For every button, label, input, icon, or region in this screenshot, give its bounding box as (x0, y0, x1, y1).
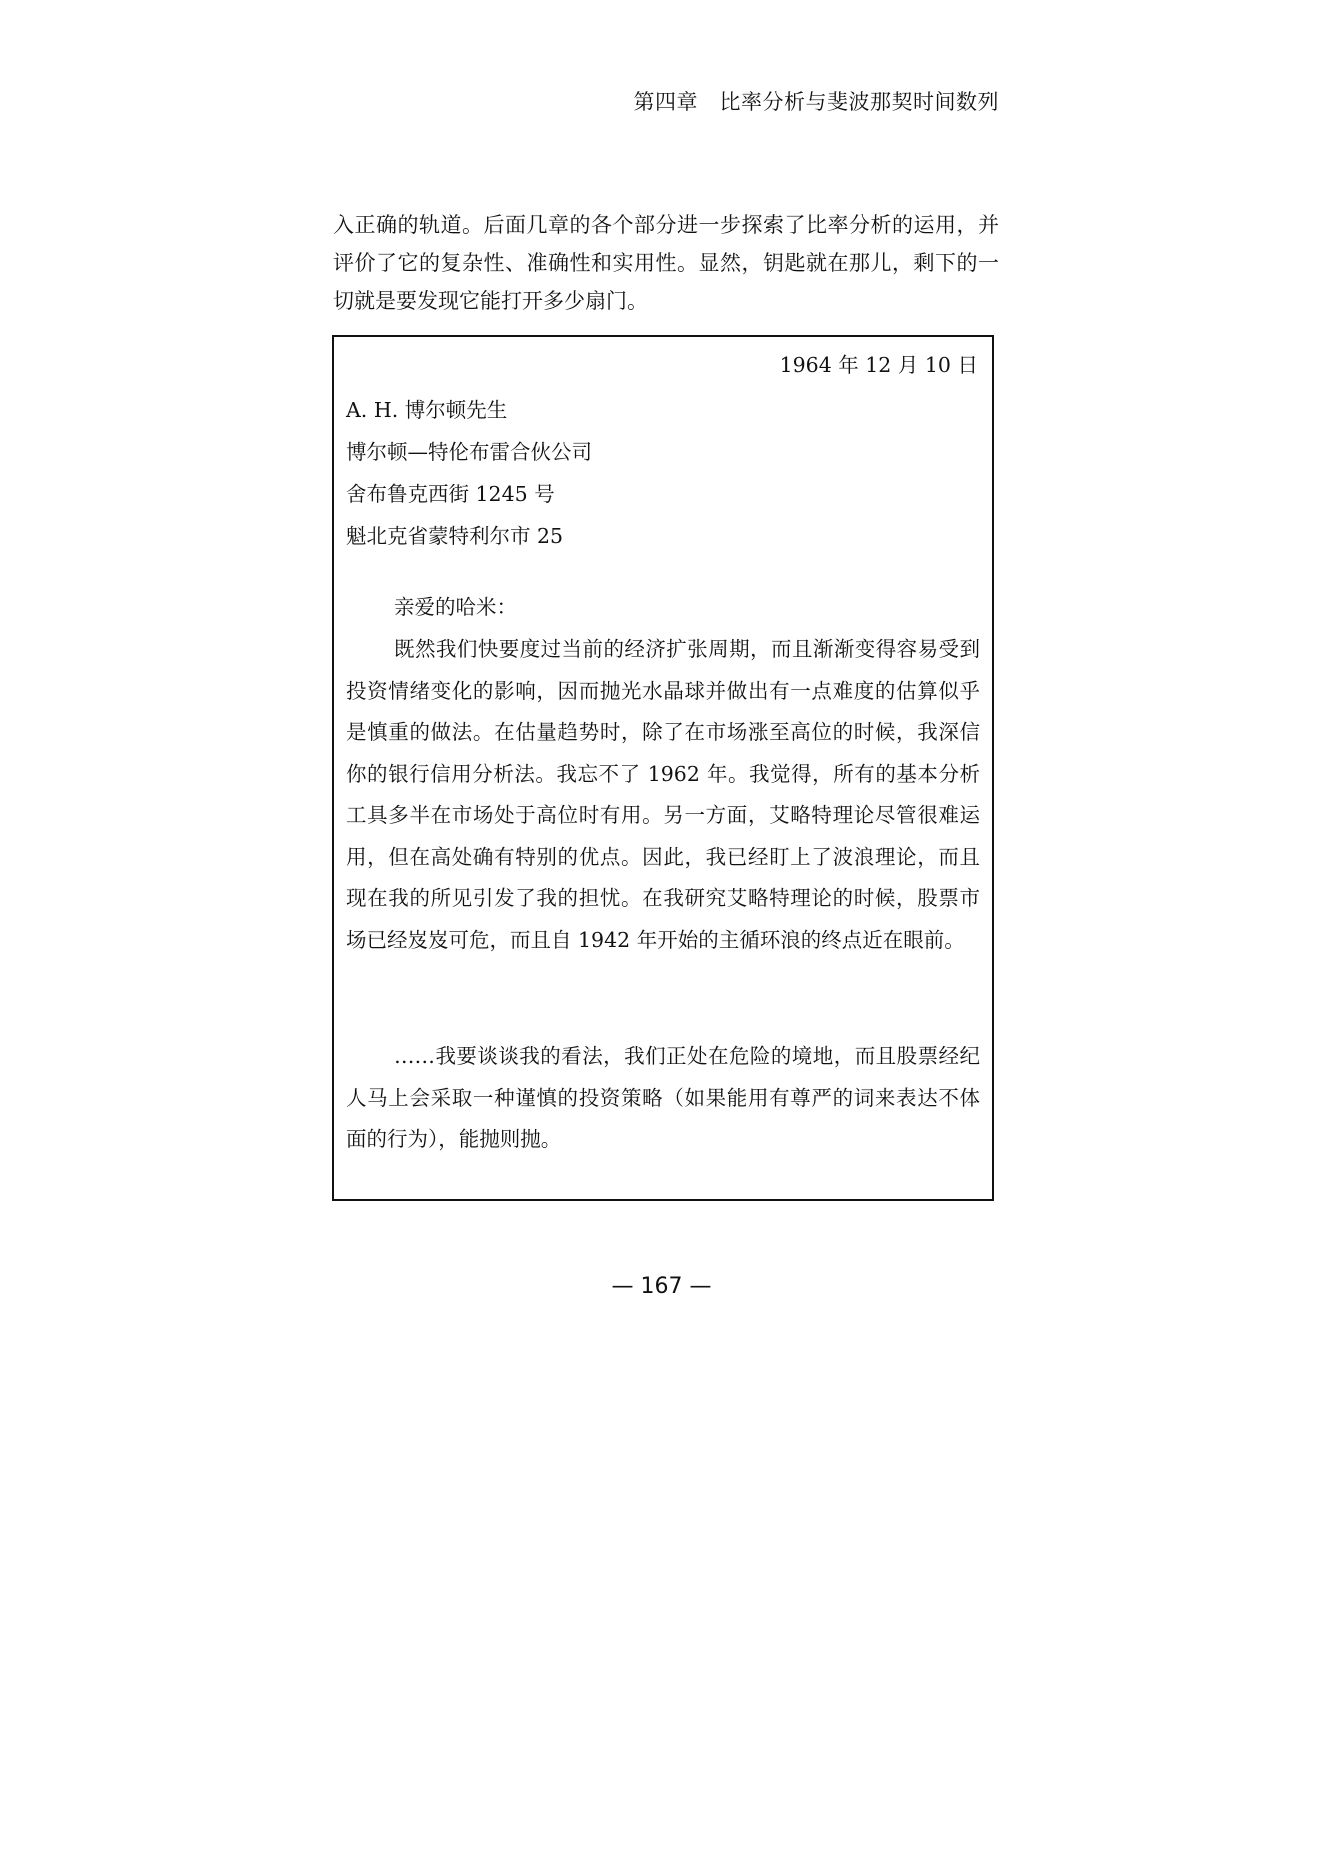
letter-paragraph: 既然我们快要度过当前的经济扩张周期，而且渐渐变得容易受到投资情绪变化的影响，因而抛光水晶球并做出有一点难度的估算似乎是慎重的做法。在估量趋势时，除了在市场涨至高位的时候，我深信你的银行信用分析法。我忘不了 1962 年。我觉得，所有的基本分析工具多半在市场处于高位时有用。另一方面，艾略特理论尽管很难运用，但在高处确有特别的优点。因此，我已经盯上了波浪理论，而且现在我的所见引发了我的担忧。在我研究艾略特理论的时候，股票市场已经岌岌可危，而且自 1942 年开始的主循环浪的终点近在眼前。 (346, 637, 980, 952)
letter-date: 1964 年 12 月 10 日 (779, 353, 978, 377)
address-line-street: 舍布鲁克西街 1245 号 (346, 482, 555, 506)
intro-paragraph-block (333, 206, 999, 320)
address-line-recipient: A. H. 博尔顿先生 (346, 398, 508, 422)
letter-salutation: 亲爱的哈米： (394, 595, 517, 619)
address-line-city: 魁北克省蒙特利尔市 25 (346, 524, 564, 548)
page-number: — 167 — (611, 1274, 712, 1299)
running-header: 第四章 比率分析与斐波那契时间数列 (633, 90, 999, 114)
address-line-company: 博尔顿—特伦布雷合伙公司 (346, 440, 592, 464)
letter-paragraph: ……我要谈谈我的看法，我们正处在危险的境地，而且股票经纪人马上会采取一种谨慎的投资策略（如果能用有尊严的词来表达不体面的行为），能抛则抛。 (346, 1044, 980, 1151)
letter-box (332, 335, 994, 1201)
intro-paragraph: 入正确的轨道。后面几章的各个部分进一步探索了比率分析的运用，并评价了它的复杂性、准确性和实用性。显然，钥匙就在那儿，剩下的一切就是要发现它能打开多少扇门。 (333, 213, 999, 313)
letter-address (346, 389, 592, 557)
